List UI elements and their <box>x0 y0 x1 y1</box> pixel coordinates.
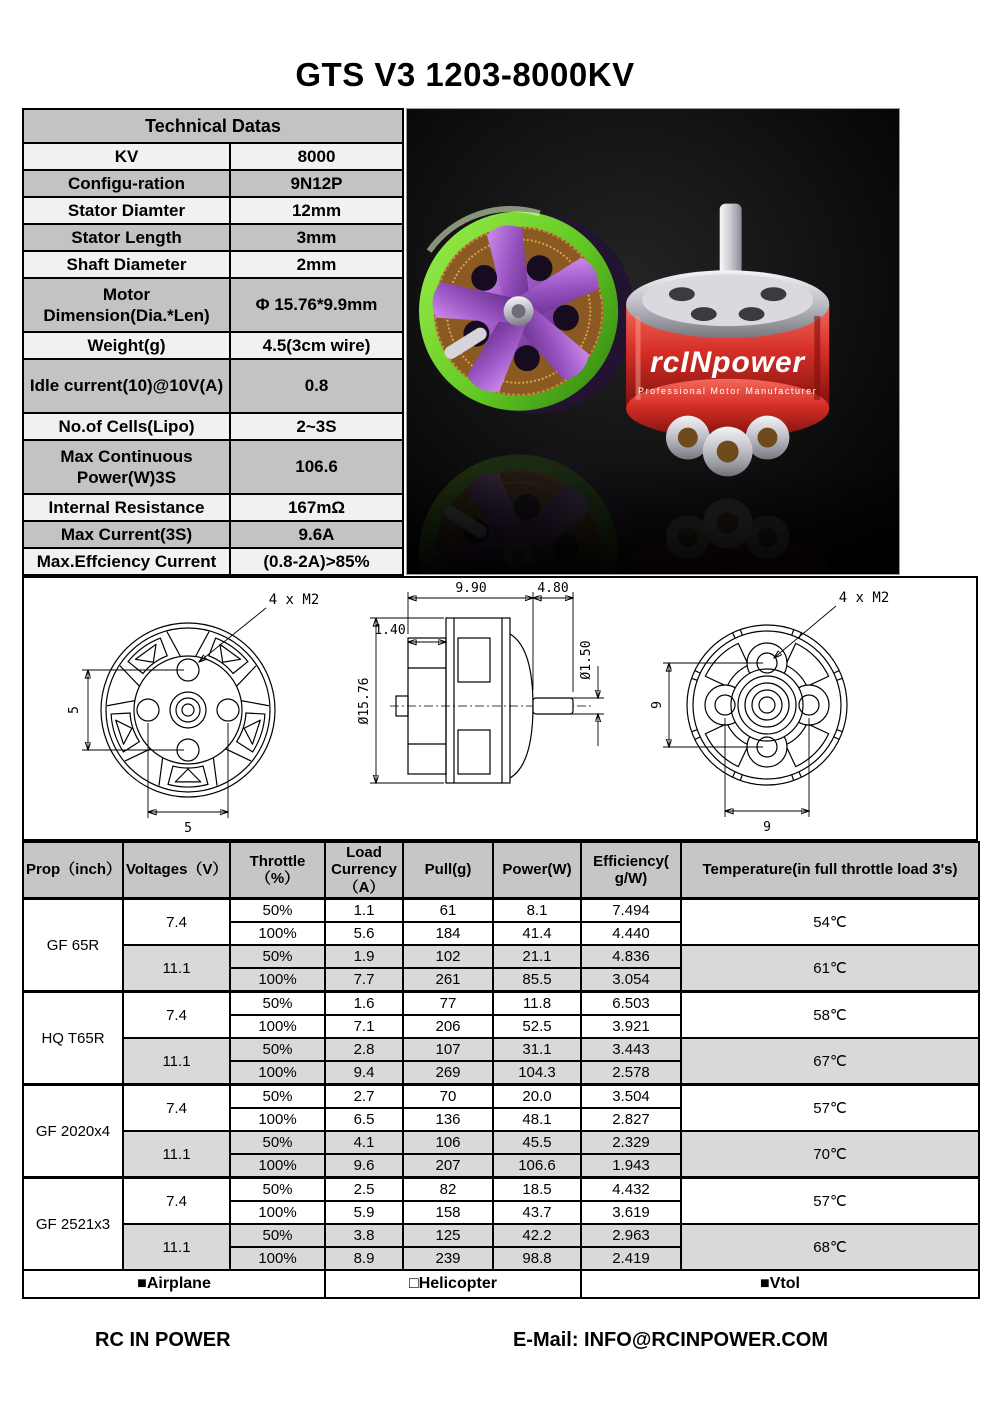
tech-table-row <box>23 440 403 494</box>
side-dim-step: 1.40 <box>374 623 406 638</box>
tech-table-row <box>23 224 403 251</box>
perf-value: 5.9 <box>325 1201 403 1224</box>
perf-data-row <box>23 992 979 1016</box>
perf-data-row <box>23 1131 979 1154</box>
perf-value: 100% <box>230 1061 325 1085</box>
tech-label: Configu-ration <box>23 170 230 197</box>
perf-value: 1.1 <box>325 899 403 923</box>
voltage-value: 7.4 <box>123 1178 230 1225</box>
product-photo-render <box>407 109 899 574</box>
perf-value: 1.6 <box>325 992 403 1016</box>
product-photo <box>406 108 900 575</box>
voltage-value: 7.4 <box>123 992 230 1039</box>
tech-label: Max Continuous Power(W)3S <box>23 440 230 494</box>
perf-data-row <box>23 1038 979 1061</box>
tech-label: Weight(g) <box>23 332 230 359</box>
perf-data-row <box>23 1085 979 1109</box>
voltage-value: 11.1 <box>123 1131 230 1178</box>
perf-value: 2.329 <box>581 1131 681 1154</box>
perf-value: 184 <box>403 922 493 945</box>
side-view-drawing <box>357 581 604 783</box>
perf-value: 31.1 <box>493 1038 581 1061</box>
perf-value: 158 <box>403 1201 493 1224</box>
perf-value: 3.504 <box>581 1085 681 1109</box>
perf-value: 50% <box>230 945 325 968</box>
front-view-drawing <box>67 592 319 836</box>
perf-value: 2.827 <box>581 1108 681 1131</box>
perf-value: 8.9 <box>325 1247 403 1270</box>
perf-value: 6.503 <box>581 992 681 1016</box>
perf-data-row <box>23 1178 979 1202</box>
perf-value: 42.2 <box>493 1224 581 1247</box>
perf-value: 82 <box>403 1178 493 1202</box>
tech-table-header-row <box>23 109 403 143</box>
tech-table-row <box>23 548 403 575</box>
back-dim-horizontal: 9 <box>763 820 771 835</box>
tech-label: Max.Effciency Current <box>23 548 230 575</box>
tech-table-row <box>23 197 403 224</box>
back-dim-vertical: 9 <box>650 701 665 709</box>
perf-table-body <box>23 899 979 1271</box>
brand-logo-subtext: Professional Motor Manufacturer <box>638 385 818 396</box>
perf-value: 100% <box>230 968 325 992</box>
tech-value: 4.5(3cm wire) <box>230 332 403 359</box>
perf-value: 50% <box>230 1224 325 1247</box>
perf-value: 4.440 <box>581 922 681 945</box>
side-dim-shaft-length: 4.80 <box>537 581 569 596</box>
perf-value: 3.054 <box>581 968 681 992</box>
temperature-value: 67℃ <box>681 1038 979 1085</box>
perf-value: 1.943 <box>581 1154 681 1178</box>
perf-column-header: Efficiency( g/W) <box>581 842 681 899</box>
temperature-value: 58℃ <box>681 992 979 1039</box>
perf-value: 4.836 <box>581 945 681 968</box>
perf-footer-cell: ■Vtol <box>581 1270 979 1298</box>
perf-column-header: Pull(g) <box>403 842 493 899</box>
perf-value: 43.7 <box>493 1201 581 1224</box>
perf-value: 100% <box>230 1108 325 1131</box>
perf-value: 1.9 <box>325 945 403 968</box>
perf-column-header: Voltages（V） <box>123 842 230 899</box>
tech-table-row <box>23 251 403 278</box>
perf-value: 7.494 <box>581 899 681 923</box>
tech-value: 9N12P <box>230 170 403 197</box>
perf-value: 106 <box>403 1131 493 1154</box>
side-dim-diameter: Ø15.76 <box>357 677 372 725</box>
perf-value: 50% <box>230 899 325 923</box>
perf-value: 4.1 <box>325 1131 403 1154</box>
tech-table-row <box>23 170 403 197</box>
perf-value: 2.963 <box>581 1224 681 1247</box>
tech-table-row <box>23 143 403 170</box>
perf-value: 100% <box>230 1015 325 1038</box>
perf-value: 77 <box>403 992 493 1016</box>
perf-value: 2.8 <box>325 1038 403 1061</box>
perf-value: 61 <box>403 899 493 923</box>
prop-name: GF 2521x3 <box>23 1178 123 1271</box>
perf-column-header: Load Currency（A） <box>325 842 403 899</box>
side-dim-shaft-diameter: Ø1.50 <box>579 640 594 680</box>
perf-value: 45.5 <box>493 1131 581 1154</box>
top-section <box>22 108 1000 576</box>
perf-value: 2.419 <box>581 1247 681 1270</box>
perf-footer-row <box>23 1270 979 1298</box>
tech-label: No.of Cells(Lipo) <box>23 413 230 440</box>
side-dim-length: 9.90 <box>455 581 487 596</box>
perf-value: 107 <box>403 1038 493 1061</box>
tech-table-row <box>23 278 403 332</box>
perf-value: 52.5 <box>493 1015 581 1038</box>
perf-column-header: Throttle（%） <box>230 842 325 899</box>
perf-value: 41.4 <box>493 922 581 945</box>
prop-name: HQ T65R <box>23 992 123 1085</box>
perf-value: 2.7 <box>325 1085 403 1109</box>
tech-value: 12mm <box>230 197 403 224</box>
perf-data-row <box>23 945 979 968</box>
tech-label: Stator Diamter <box>23 197 230 224</box>
perf-value: 100% <box>230 1154 325 1178</box>
perf-footer-cell: ■Airplane <box>23 1270 325 1298</box>
tech-value: 106.6 <box>230 440 403 494</box>
perf-column-header: Power(W) <box>493 842 581 899</box>
back-view-drawing <box>650 590 889 835</box>
tech-value: 8000 <box>230 143 403 170</box>
perf-value: 269 <box>403 1061 493 1085</box>
company-name: RC IN POWER <box>95 1329 231 1351</box>
perf-value: 261 <box>403 968 493 992</box>
email-text: E-Mail: INFO@RCINPOWER.COM <box>512 1329 828 1351</box>
perf-value: 106.6 <box>493 1154 581 1178</box>
tech-value: 2mm <box>230 251 403 278</box>
perf-value: 2.578 <box>581 1061 681 1085</box>
product-title: GTS V3 1203-8000KV <box>295 56 635 93</box>
perf-value: 9.6 <box>325 1154 403 1178</box>
back-screw-label: 4 x M2 <box>838 590 890 606</box>
perf-value: 50% <box>230 1085 325 1109</box>
perf-value: 21.1 <box>493 945 581 968</box>
perf-value: 50% <box>230 1178 325 1202</box>
tech-value: 9.6A <box>230 521 403 548</box>
temperature-value: 54℃ <box>681 899 979 946</box>
tech-table-row <box>23 359 403 413</box>
tech-label: Motor Dimension(Dia.*Len) <box>23 278 230 332</box>
perf-table <box>22 841 980 1299</box>
prop-name: GF 65R <box>23 899 123 992</box>
tech-table-row <box>23 494 403 521</box>
temperature-value: 70℃ <box>681 1131 979 1178</box>
tech-table-row <box>23 413 403 440</box>
perf-value: 239 <box>403 1247 493 1270</box>
tech-label: KV <box>23 143 230 170</box>
perf-value: 70 <box>403 1085 493 1109</box>
temperature-value: 57℃ <box>681 1178 979 1225</box>
front-dim-vertical: 5 <box>67 706 82 714</box>
perf-value: 20.0 <box>493 1085 581 1109</box>
tech-table-row <box>23 332 403 359</box>
tech-value: 2~3S <box>230 413 403 440</box>
perf-value: 207 <box>403 1154 493 1178</box>
perf-header-row <box>23 842 979 899</box>
tech-label: Shaft Diameter <box>23 251 230 278</box>
perf-value: 8.1 <box>493 899 581 923</box>
perf-value: 4.432 <box>581 1178 681 1202</box>
perf-value: 50% <box>230 992 325 1016</box>
tech-label: Stator Length <box>23 224 230 251</box>
tech-label: Idle current(10)@10V(A) <box>23 359 230 413</box>
perf-value: 100% <box>230 922 325 945</box>
prop-name: GF 2020x4 <box>23 1085 123 1178</box>
perf-column-header: Temperature(in full throttle load 3's) <box>681 842 979 899</box>
perf-value: 125 <box>403 1224 493 1247</box>
perf-value: 3.921 <box>581 1015 681 1038</box>
tech-table <box>22 108 404 576</box>
technical-drawings <box>22 576 978 841</box>
page-footer <box>0 1329 1000 1352</box>
tech-label: Max Current(3S) <box>23 521 230 548</box>
voltage-value: 11.1 <box>123 945 230 992</box>
tech-value: 0.8 <box>230 359 403 413</box>
perf-value: 9.4 <box>325 1061 403 1085</box>
tech-value: Φ 15.76*9.9mm <box>230 278 403 332</box>
tech-label: Internal Resistance <box>23 494 230 521</box>
voltage-value: 7.4 <box>123 899 230 946</box>
tech-value: 3mm <box>230 224 403 251</box>
temperature-value: 57℃ <box>681 1085 979 1132</box>
temperature-value: 68℃ <box>681 1224 979 1270</box>
tech-table-title: Technical Datas <box>23 109 403 143</box>
perf-value: 11.8 <box>493 992 581 1016</box>
perf-value: 136 <box>403 1108 493 1131</box>
perf-value: 100% <box>230 1247 325 1270</box>
front-screw-label: 4 x M2 <box>268 592 320 608</box>
perf-value: 102 <box>403 945 493 968</box>
perf-footer-cell: □Helicopter <box>325 1270 581 1298</box>
perf-value: 98.8 <box>493 1247 581 1270</box>
brand-logo-text: rcINpower <box>650 345 806 379</box>
temperature-value: 61℃ <box>681 945 979 992</box>
perf-value: 7.1 <box>325 1015 403 1038</box>
perf-data-row <box>23 1224 979 1247</box>
perf-value: 3.443 <box>581 1038 681 1061</box>
perf-value: 2.5 <box>325 1178 403 1202</box>
perf-value: 48.1 <box>493 1108 581 1131</box>
perf-value: 7.7 <box>325 968 403 992</box>
front-dim-horizontal: 5 <box>184 821 192 836</box>
perf-value: 85.5 <box>493 968 581 992</box>
perf-value: 206 <box>403 1015 493 1038</box>
voltage-value: 11.1 <box>123 1224 230 1270</box>
tech-table-body <box>23 143 403 575</box>
voltage-value: 7.4 <box>123 1085 230 1132</box>
tech-value: (0.8-2A)>85% <box>230 548 403 575</box>
perf-value: 50% <box>230 1131 325 1154</box>
perf-value: 6.5 <box>325 1108 403 1131</box>
voltage-value: 11.1 <box>123 1038 230 1085</box>
perf-value: 104.3 <box>493 1061 581 1085</box>
tech-value: 167mΩ <box>230 494 403 521</box>
perf-value: 5.6 <box>325 922 403 945</box>
perf-value: 18.5 <box>493 1178 581 1202</box>
perf-value: 50% <box>230 1038 325 1061</box>
perf-value: 100% <box>230 1201 325 1224</box>
perf-value: 3.619 <box>581 1201 681 1224</box>
perf-data-row <box>23 899 979 923</box>
perf-column-header: Prop（inch） <box>23 842 123 899</box>
perf-value: 3.8 <box>325 1224 403 1247</box>
tech-table-row <box>23 521 403 548</box>
